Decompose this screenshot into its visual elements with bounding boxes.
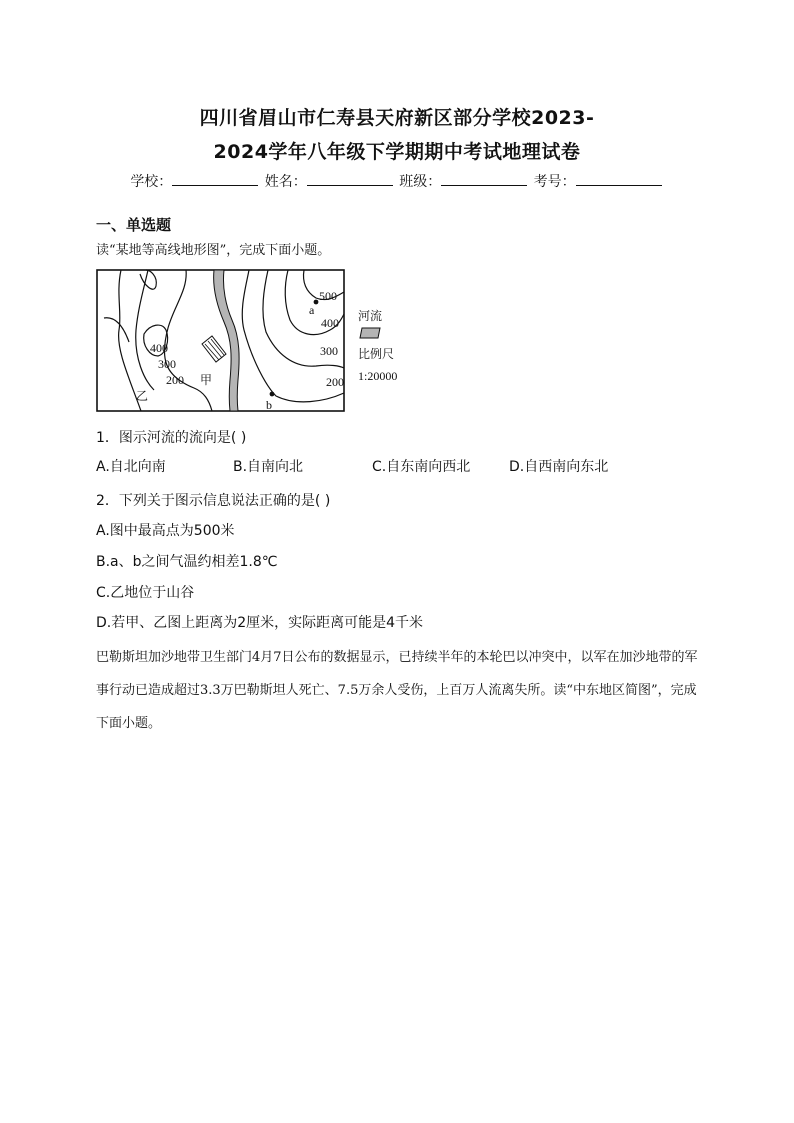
- q1-option-b[interactable]: B.自南向北: [233, 459, 304, 475]
- contour-label-400-west: 400: [150, 341, 168, 355]
- exam-number-label: 考号：: [533, 174, 576, 190]
- contour-map: [96, 268, 416, 414]
- contour-label-200-west: 200: [166, 373, 184, 387]
- q1-option-c[interactable]: C.自东南向西北: [372, 459, 471, 475]
- q2-option-d[interactable]: D.若甲、乙图上距离为2厘米，实际距离可能是4千米: [96, 615, 424, 631]
- q2-option-b[interactable]: B.a、b之间气温约相差1.8℃: [96, 554, 278, 570]
- contour-label-500: 500: [319, 289, 337, 303]
- legend-scale-value: 1:20000: [358, 369, 398, 383]
- section-heading: 一、单选题: [96, 216, 172, 234]
- exam-title-line1: 四川省眉山市仁寿县天府新区部分学校2023-: [199, 107, 595, 129]
- legend-scale-title: 比例尺: [358, 347, 395, 361]
- place-jia-label: 甲: [200, 373, 213, 387]
- class-blank[interactable]: [441, 171, 527, 186]
- question-lead: 读“某地等高线地形图”，完成下面小题。: [96, 243, 331, 258]
- point-b-marker: [270, 392, 275, 397]
- school-label: 学校：: [130, 174, 173, 190]
- q1-option-a[interactable]: A.自北向南: [96, 459, 166, 475]
- name-label: 姓名：: [264, 174, 307, 190]
- place-yi-label: 乙: [136, 389, 149, 403]
- class-label: 班级：: [399, 174, 442, 190]
- student-info-row: [0, 171, 794, 191]
- question-1-stem: 1．图示河流的流向是( ): [96, 430, 247, 446]
- name-blank[interactable]: [307, 171, 393, 186]
- reading-passage: 巴勒斯坦加沙地带卫生部门4月7日公布的数据显示，已持续半年的本轮巴以冲突中，以军在加沙地带的军事行动已造成超过3.3万巴勒斯坦人死亡、7.5万余人受伤，上百万人流离失所。读“中东地区简图”，完成下面小题。: [96, 650, 698, 731]
- legend-river-label: 河流: [358, 309, 383, 323]
- question-2-stem: 2．下列关于图示信息说法正确的是( ): [96, 493, 331, 509]
- school-blank[interactable]: [172, 171, 258, 186]
- point-b-label: b: [266, 398, 272, 412]
- legend-river-swatch: [360, 328, 380, 338]
- q2-option-a[interactable]: A.图中最高点为500米: [96, 523, 235, 539]
- exam-title-line2: 2024学年八年级下学期期中考试地理试卷: [213, 141, 581, 163]
- contour-label-200-east: 200: [326, 375, 344, 389]
- contour-label-300-east: 300: [320, 344, 338, 358]
- contour-label-300-west: 300: [158, 357, 176, 371]
- point-a-label: a: [309, 303, 315, 317]
- q2-option-c[interactable]: C.乙地位于山谷: [96, 585, 195, 601]
- exam-number-blank[interactable]: [576, 171, 662, 186]
- contour-label-400-east: 400: [321, 316, 339, 330]
- q1-option-d[interactable]: D.自西南向东北: [509, 459, 609, 475]
